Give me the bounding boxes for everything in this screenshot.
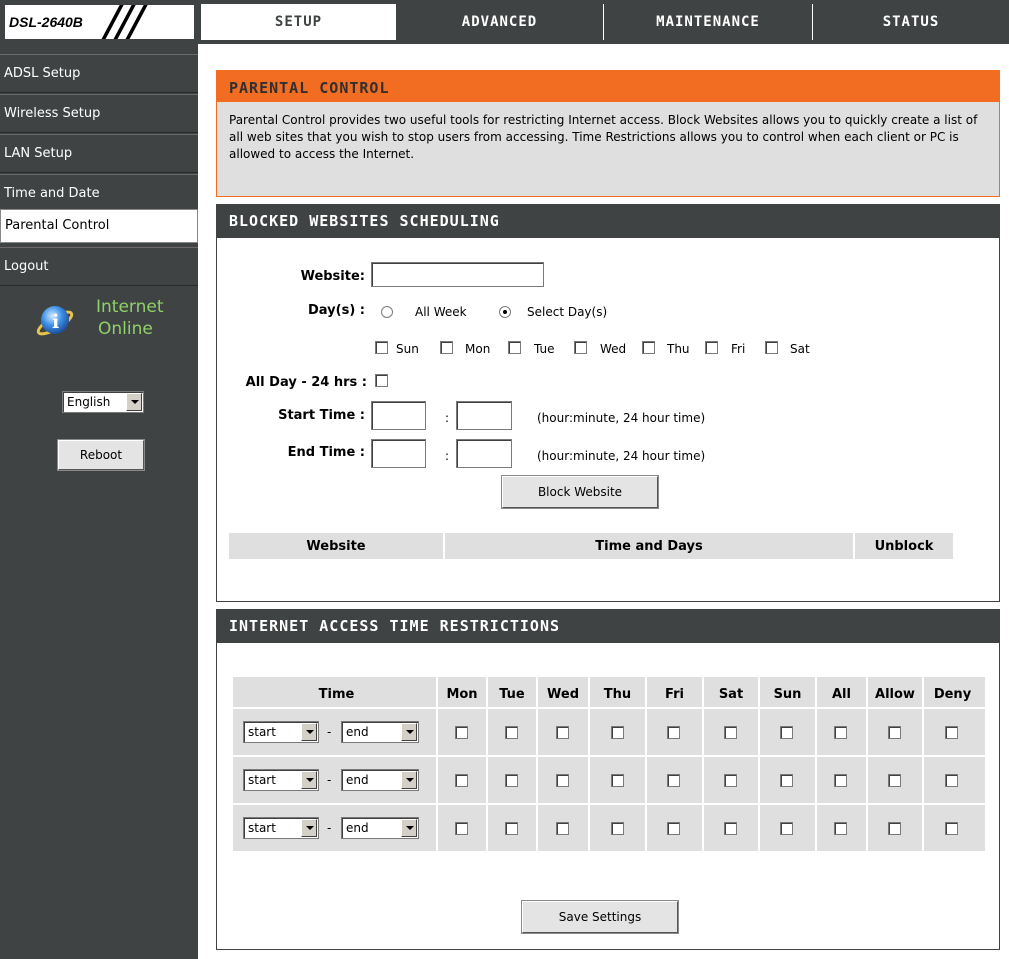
time-restrictions-title: INTERNET ACCESS TIME RESTRICTIONS [217,610,999,643]
online-label: Online [98,319,153,339]
row1-deny-checkbox[interactable] [945,726,958,739]
sat-column-header: Sat [704,681,758,707]
row2-end-select[interactable] [341,769,419,791]
column-separator [922,677,924,851]
logo-slash-decoration [97,4,124,40]
row2-end-value: end [346,773,369,787]
row1-allow-checkbox[interactable] [888,726,901,739]
row3-wed-checkbox[interactable] [556,822,569,835]
chevron-down-icon [301,819,317,837]
sidebar-item-time-and-date[interactable]: Time and Date [0,174,198,213]
sun-checkbox[interactable] [375,341,388,354]
row2-all-checkbox[interactable] [834,774,847,787]
column-separator [588,677,590,851]
deny-column-header: Deny [924,681,981,707]
row1-thu-checkbox[interactable] [611,726,624,739]
tue-label: Tue [534,342,555,356]
row1-end-value: end [346,725,369,739]
column-separator [758,677,760,851]
row2-wed-checkbox[interactable] [556,774,569,787]
row3-dash: - [327,821,332,835]
row1-end-select[interactable] [341,721,419,743]
row2-dash: - [327,773,332,787]
blocked-websites-table [229,533,989,559]
mon-label: Mon [465,342,491,356]
tab-status[interactable]: STATUS [813,4,1009,40]
sun-column-header: Sun [760,681,815,707]
language-value: English [67,395,111,409]
row-separator [233,803,985,805]
wed-label: Wed [600,342,627,356]
sidebar-item-parental-control[interactable]: Parental Control [0,209,198,243]
row1-wed-checkbox[interactable] [556,726,569,739]
days-label: Day(s) : [308,303,365,318]
row-separator [233,707,985,709]
internet-status [34,299,194,379]
row3-end-select[interactable] [341,817,419,839]
select-days-label: Select Day(s) [527,305,608,319]
all-day-label: All Day - 24 hrs : [245,375,367,390]
block-website-button[interactable]: Block Website [502,476,658,508]
row2-tue-checkbox[interactable] [505,774,518,787]
sidebar-item-wireless-setup[interactable]: Wireless Setup [0,94,198,133]
sun-label: Sun [396,342,419,356]
parental-control-title: PARENTAL CONTROL [217,71,999,102]
column-separator [486,677,488,851]
unblock-column-header: Unblock [855,533,953,559]
fri-label: Fri [731,342,746,356]
tue-checkbox[interactable] [508,341,521,354]
blocked-websites-panel [216,204,1000,602]
sidebar-item-adsl-setup[interactable]: ADSL Setup [0,54,198,93]
row3-start-select[interactable] [243,817,319,839]
row2-sat-checkbox[interactable] [724,774,737,787]
row3-mon-checkbox[interactable] [455,822,468,835]
internet-globe-icon [34,299,76,341]
chevron-down-icon [301,723,317,741]
top-navigation-bar [0,0,1009,44]
end-time-colon: : [445,449,450,463]
tab-advanced[interactable]: ADVANCED [396,4,603,40]
chevron-down-icon [126,393,142,411]
chevron-down-icon [401,819,417,837]
all-week-label: All Week [415,305,467,319]
start-time-colon: : [445,411,450,425]
row3-end-value: end [346,821,369,835]
row3-fri-checkbox[interactable] [667,822,680,835]
column-separator [436,677,438,851]
row1-sun-checkbox[interactable] [780,726,793,739]
parental-control-description: Parental Control provides two useful tools for restricting Internet access. Block Websites allows you to quickly create a list of all web sites that you wish to stop users from accessing. Time Restrictions allows you to control when each client or PC is allowed to access the Internet. [229,113,978,161]
time-and-days-column-header: Time and Days [445,533,853,559]
row3-deny-checkbox[interactable] [945,822,958,835]
row2-start-value: start [248,773,276,787]
time-column-header: Time [237,681,436,707]
thu-column-header: Thu [590,681,645,707]
start-hour-input[interactable] [371,401,426,430]
start-minute-input[interactable] [456,401,512,430]
row3-sat-checkbox[interactable] [724,822,737,835]
row2-mon-checkbox[interactable] [455,774,468,787]
start-time-hint: (hour:minute, 24 hour time) [537,411,706,425]
row1-fri-checkbox[interactable] [667,726,680,739]
chevron-down-icon [401,723,417,741]
sat-label: Sat [790,342,810,356]
row3-all-checkbox[interactable] [834,822,847,835]
all-week-radio[interactable] [381,306,393,318]
row3-sun-checkbox[interactable] [780,822,793,835]
website-column-header: Website [229,533,443,559]
row1-dash: - [327,725,332,739]
column-separator [536,677,538,851]
column-separator [815,677,817,851]
end-time-hint: (hour:minute, 24 hour time) [537,449,706,463]
wed-column-header: Wed [538,681,588,707]
select-days-radio[interactable] [499,306,511,318]
row1-tue-checkbox[interactable] [505,726,518,739]
row2-thu-checkbox[interactable] [611,774,624,787]
svg-text:i: i [52,311,60,333]
column-separator [866,677,868,851]
sat-checkbox[interactable] [765,341,778,354]
mon-checkbox[interactable] [440,341,453,354]
all-column-header: All [817,681,866,707]
end-minute-input[interactable] [456,439,512,468]
row1-sat-checkbox[interactable] [724,726,737,739]
row3-start-value: start [248,821,276,835]
allow-column-header: Allow [868,681,922,707]
row1-mon-checkbox[interactable] [455,726,468,739]
sidebar-item-logout[interactable]: Logout [0,247,198,286]
wed-checkbox[interactable] [574,341,587,354]
tab-maintenance[interactable]: MAINTENANCE [604,4,812,40]
blocked-websites-title: BLOCKED WEBSITES SCHEDULING [217,205,999,238]
row1-start-select[interactable] [243,721,319,743]
thu-label: Thu [667,342,690,356]
start-time-label: Start Time : [278,408,365,423]
fri-checkbox[interactable] [705,341,718,354]
internet-label: Internet [96,297,164,317]
website-label: Website: [300,269,365,284]
time-restrictions-table [233,677,985,851]
row1-start-value: start [248,725,276,739]
fri-column-header: Fri [647,681,702,707]
website-input[interactable] [371,262,544,287]
chevron-down-icon [401,771,417,789]
row3-allow-checkbox[interactable] [888,822,901,835]
model-name: DSL-2640B [9,14,83,30]
row2-allow-checkbox[interactable] [888,774,901,787]
model-logo [4,4,195,40]
column-separator [645,677,647,851]
row2-fri-checkbox[interactable] [667,774,680,787]
tab-setup[interactable]: SETUP [201,4,396,40]
row3-tue-checkbox[interactable] [505,822,518,835]
end-hour-input[interactable] [371,439,426,468]
row3-thu-checkbox[interactable] [611,822,624,835]
column-separator [702,677,704,851]
tue-column-header: Tue [488,681,536,707]
row2-sun-checkbox[interactable] [780,774,793,787]
save-settings-button[interactable]: Save Settings [522,901,678,933]
end-time-label: End Time : [287,445,365,460]
chevron-down-icon [301,771,317,789]
row1-all-checkbox[interactable] [834,726,847,739]
row2-start-select[interactable] [243,769,319,791]
all-day-checkbox[interactable] [375,374,388,387]
sidebar-item-lan-setup[interactable]: LAN Setup [0,134,198,173]
mon-column-header: Mon [438,681,486,707]
language-select[interactable] [62,391,144,413]
thu-checkbox[interactable] [642,341,655,354]
reboot-button[interactable]: Reboot [58,440,144,470]
sidebar [0,44,198,959]
row2-deny-checkbox[interactable] [945,774,958,787]
parental-control-panel [216,70,1000,197]
row-separator [233,755,985,757]
time-restrictions-panel [216,609,1000,950]
